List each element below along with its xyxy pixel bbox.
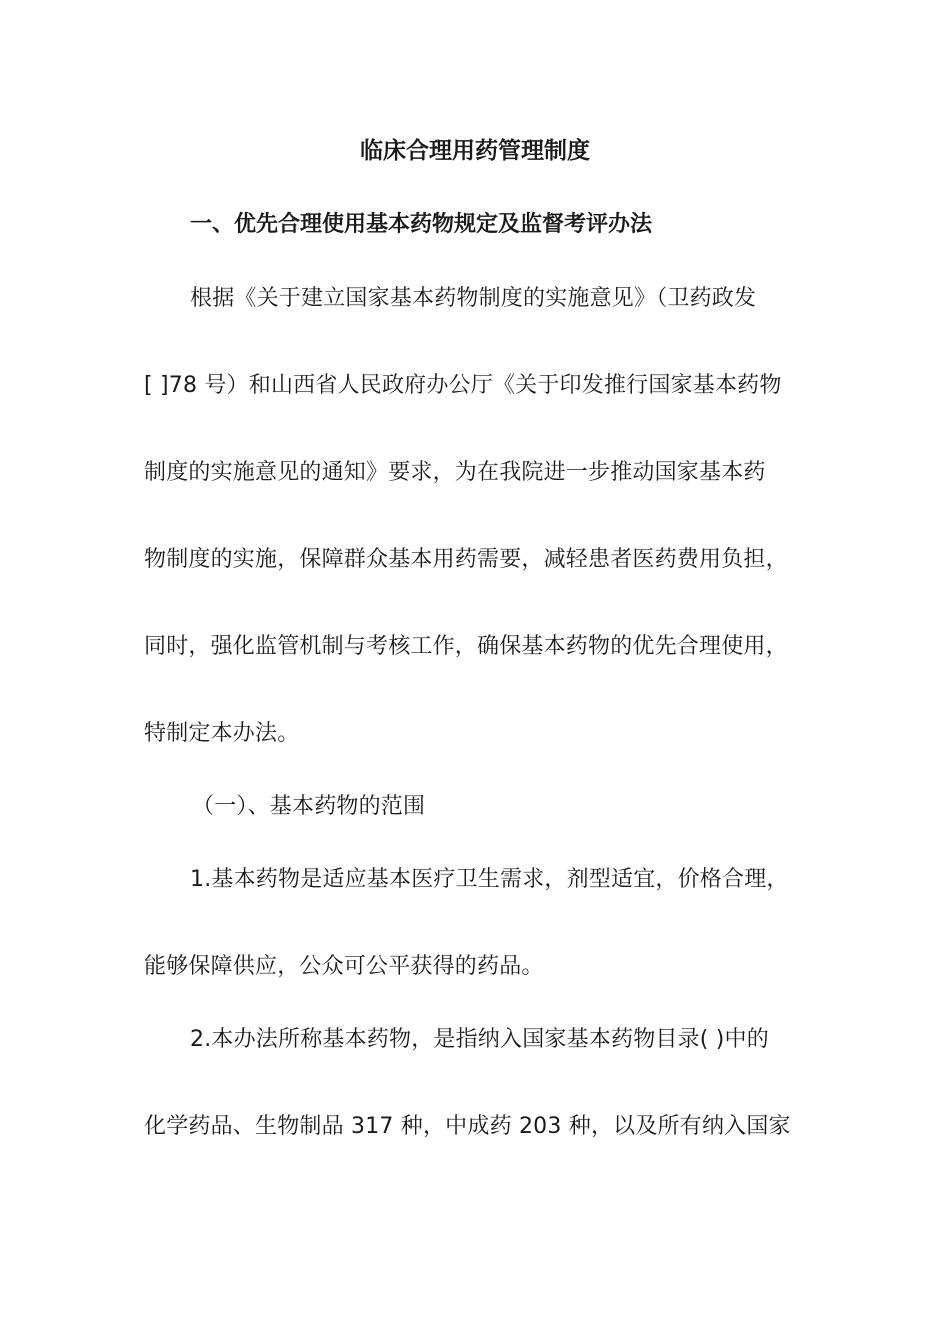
paragraph-line: 根据《关于建立国家基本药物制度的实施意见》（卫药政发 [190,286,757,311]
paragraph-line: 特制定本办法。 [144,721,300,746]
paragraph-line: [ ]78 号）和山西省人民政府办公厅《关于印发推行国家基本药物 [144,373,782,398]
paragraph-line: 制度的实施意见的通知》要求，为在我院进一步推动国家基本药 [144,460,766,485]
subsection-heading: （一）、基本药物的范围 [192,794,426,819]
paragraph-line: 同时，强化监管机制与考核工作，确保基本药物的优先合理使用， [144,634,788,659]
list-item-line: 化学药品、生物制品 317 种，中成药 203 种，以及所有纳入国家 [144,1114,791,1139]
list-item-line: 能够保障供应，公众可公平获得的药品。 [144,954,544,979]
list-item-line: 2.本办法所称基本药物，是指纳入国家基本药物目录( )中的 [190,1027,769,1052]
section-heading: 一、优先合理使用基本药物规定及监督考评办法 [190,212,653,237]
list-item-line: 1.基本药物是适应基本医疗卫生需求，剂型适宜，价格合理， [190,867,789,892]
document-title: 临床合理用药管理制度 [360,138,590,164]
paragraph-line: 物制度的实施，保障群众基本用药需要，减轻患者医药费用负担， [144,547,788,572]
